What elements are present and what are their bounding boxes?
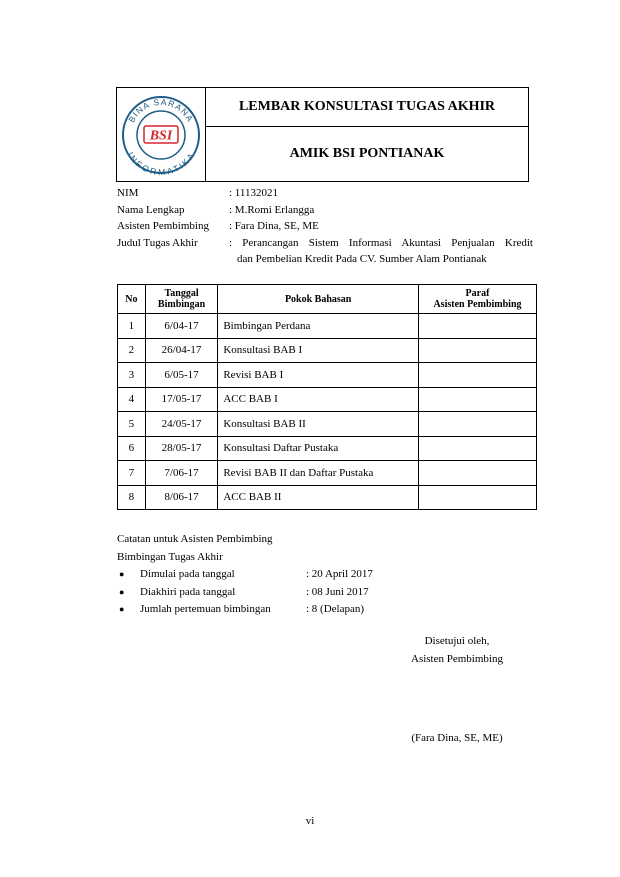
info-row-thesis-title-cont xyxy=(117,251,541,268)
table-row xyxy=(118,314,537,339)
logo-bottom-text: INFORMATIKA xyxy=(125,150,197,177)
thesis-title-value-line2: dan Pembelian Kredit Pada CV. Sumber Alam Pontianak xyxy=(237,253,487,265)
notes-section xyxy=(117,531,373,619)
logo-top-text: BINA SARANA xyxy=(126,96,196,125)
header-box xyxy=(116,87,529,182)
advisor-label: Asisten Pembimbing xyxy=(117,220,209,232)
row-no: 2 xyxy=(118,338,146,363)
signatory-name: (Fara Dina, SE, ME) xyxy=(411,732,503,744)
institution-name: AMIK BSI PONTIANAK xyxy=(289,146,445,161)
col-no-header: No xyxy=(118,285,146,314)
note-value: : 20 April 2017 xyxy=(306,568,373,580)
row-sign-cell xyxy=(418,338,536,363)
row-sign-cell xyxy=(418,485,536,510)
thesis-title-label: Judul Tugas Akhir xyxy=(117,236,198,249)
info-row-advisor xyxy=(117,218,541,235)
row-topic: Konsultasi BAB I xyxy=(218,338,419,363)
table-row xyxy=(118,363,537,388)
info-row-nim xyxy=(117,185,541,202)
row-topic: Konsultasi Daftar Pustaka xyxy=(218,436,419,461)
row-topic: ACC BAB I xyxy=(218,387,419,412)
info-row-thesis-title xyxy=(117,235,541,252)
col-topic-header: Pokok Bahasan xyxy=(218,285,419,314)
row-date: 24/05-17 xyxy=(145,412,218,437)
bullet-icon: ● xyxy=(119,604,125,614)
row-no: 1 xyxy=(118,314,146,339)
col-date-header xyxy=(145,285,218,314)
row-sign-cell xyxy=(418,436,536,461)
approver-role: Asisten Pembimbing xyxy=(411,652,503,665)
table-row xyxy=(118,412,537,437)
notes-subheading: Bimbingan Tugas Akhir xyxy=(117,550,223,563)
student-info xyxy=(117,185,541,268)
approved-by-text: Disetujui oleh, xyxy=(424,635,490,647)
notes-heading: Catatan untuk Asisten Pembimbing xyxy=(117,533,273,545)
note-label: Diakhiri pada tanggal xyxy=(140,585,236,598)
note-label: Dimulai pada tanggal xyxy=(140,568,235,580)
col-sign-header-line1: Paraf xyxy=(465,288,490,299)
row-sign-cell xyxy=(418,314,536,339)
note-item xyxy=(117,584,373,602)
row-topic: Bimbingan Perdana xyxy=(218,314,419,339)
row-date: 6/04-17 xyxy=(145,314,218,339)
row-topic: Revisi BAB II dan Daftar Pustaka xyxy=(218,461,419,486)
row-date: 8/06-17 xyxy=(145,485,218,510)
advisor-value: : Fara Dina, SE, ME xyxy=(229,220,319,232)
table-row xyxy=(118,387,537,412)
consultation-table xyxy=(117,284,537,510)
logo-initials: BSI xyxy=(149,128,173,144)
row-date: 17/05-17 xyxy=(145,387,218,412)
row-date: 26/04-17 xyxy=(145,338,218,363)
col-sign-header xyxy=(418,285,536,314)
row-no: 5 xyxy=(118,412,146,437)
row-no: 3 xyxy=(118,363,146,388)
thesis-title-value-line1: : Perancangan Sistem Informasi Akuntasi Penjualan Kredit xyxy=(229,236,533,249)
table-row xyxy=(118,461,537,486)
note-label: Jumlah pertemuan bimbingan xyxy=(140,603,271,615)
col-sign-header-line2: Asisten Pembimbing xyxy=(433,299,522,310)
table-row xyxy=(118,436,537,461)
nim-value: : 11132021 xyxy=(229,187,278,199)
col-date-header-line1: Tanggal xyxy=(164,288,199,299)
form-title: LEMBAR KONSULTASI TUGAS AKHIR xyxy=(206,88,528,127)
note-value: : 8 (Delapan) xyxy=(306,603,365,615)
row-no: 4 xyxy=(118,387,146,412)
row-sign-cell xyxy=(418,387,536,412)
row-topic: ACC BAB II xyxy=(218,485,419,510)
table-header-row xyxy=(118,285,537,314)
approval-block xyxy=(387,633,527,668)
note-value: : 08 Juni 2017 xyxy=(306,585,369,598)
row-no: 6 xyxy=(118,436,146,461)
note-item xyxy=(117,601,373,619)
row-sign-cell xyxy=(418,412,536,437)
row-topic: Konsultasi BAB II xyxy=(218,412,419,437)
row-sign-cell xyxy=(418,461,536,486)
row-sign-cell xyxy=(418,363,536,388)
bsi-logo xyxy=(121,93,201,177)
row-date: 28/05-17 xyxy=(145,436,218,461)
row-no: 8 xyxy=(118,485,146,510)
page-number: vi xyxy=(305,815,315,827)
name-value: : M.Romi Erlangga xyxy=(229,203,315,216)
info-row-name xyxy=(117,202,541,219)
table-row xyxy=(118,338,537,363)
note-item xyxy=(117,566,373,584)
row-date: 7/06-17 xyxy=(145,461,218,486)
row-date: 6/05-17 xyxy=(145,363,218,388)
logo-cell xyxy=(117,88,206,181)
row-topic: Revisi BAB I xyxy=(218,363,419,388)
col-date-header-line2: Bimbingan xyxy=(157,299,206,310)
bullet-icon: ● xyxy=(119,586,125,597)
row-no: 7 xyxy=(118,461,146,486)
table-row xyxy=(118,485,537,510)
name-label: Nama Lengkap xyxy=(117,203,185,216)
bullet-icon: ● xyxy=(119,569,125,579)
nim-label: NIM xyxy=(117,187,139,199)
